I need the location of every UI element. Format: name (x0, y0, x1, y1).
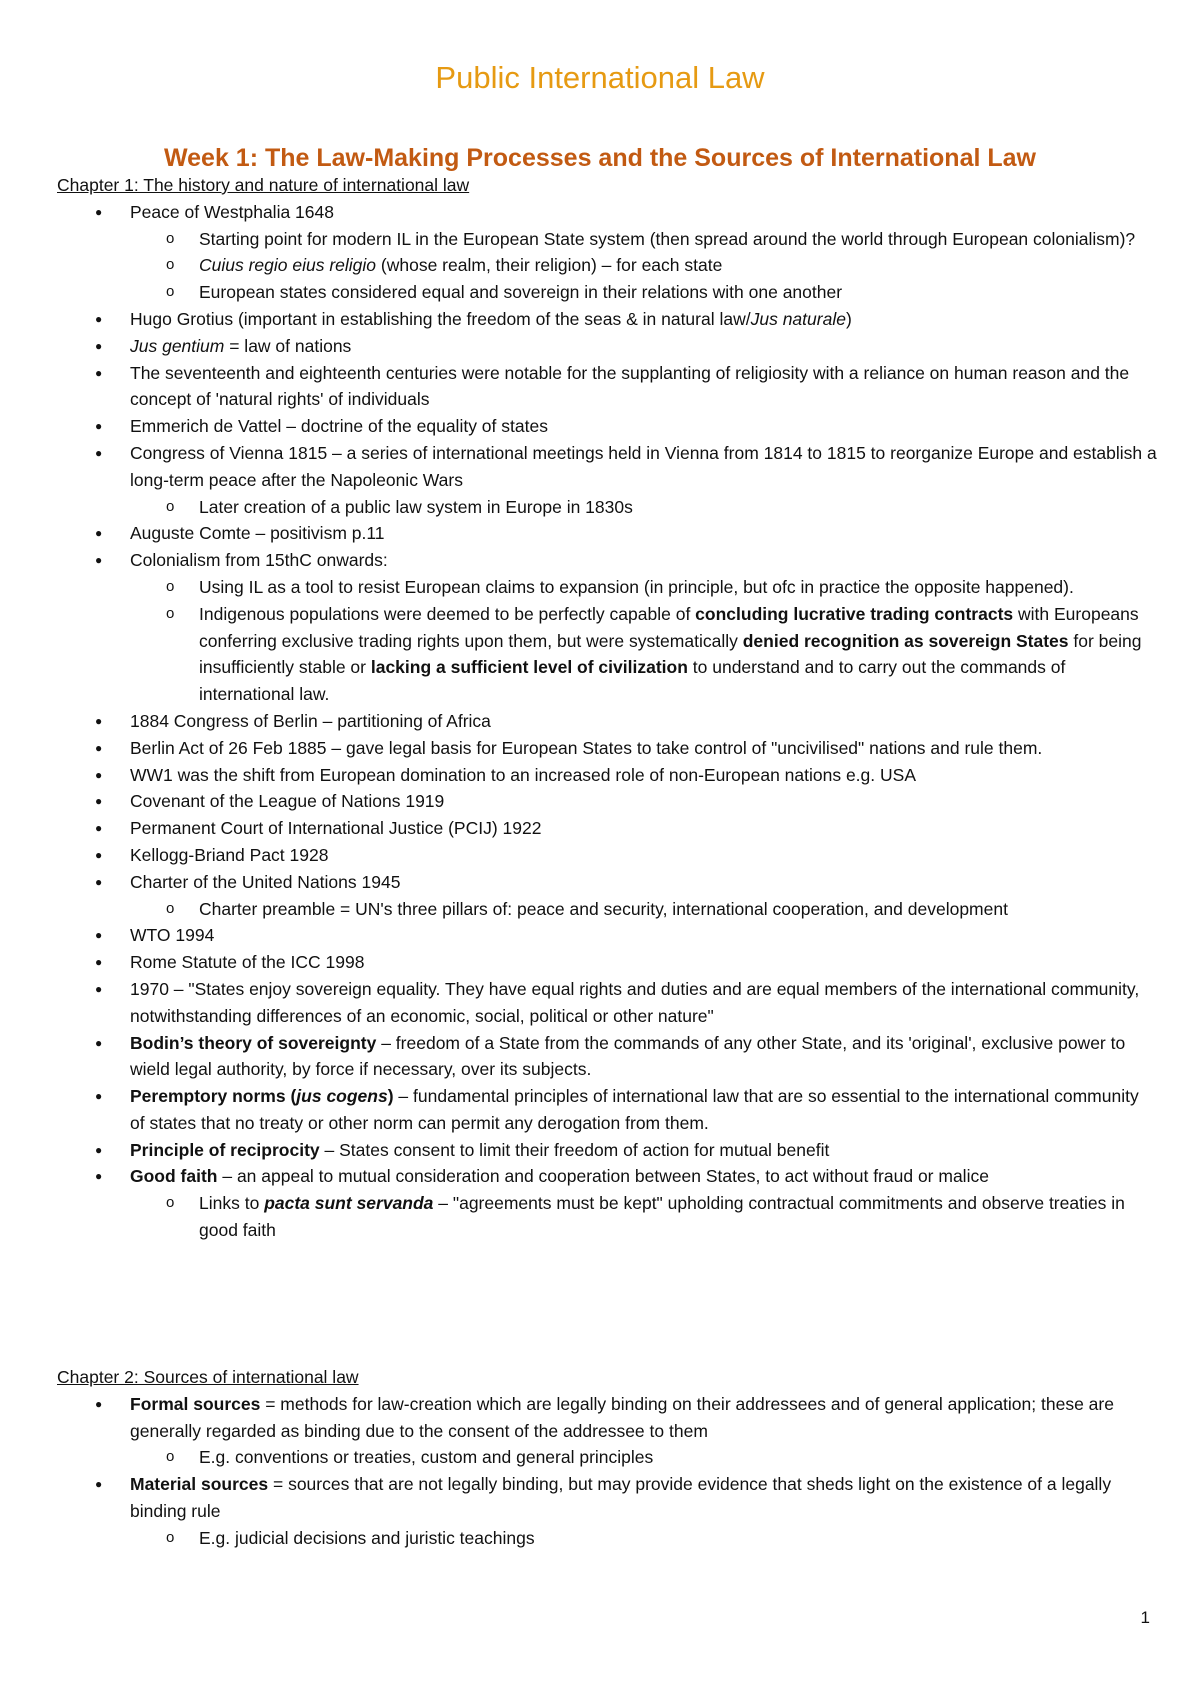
text-segment: Formal sources (130, 1393, 261, 1414)
text-segment: denied recognition as sovereign States (742, 630, 1069, 651)
sub-bullet-list (130, 896, 1157, 923)
bullet-item (57, 520, 1157, 547)
bullet-item (57, 842, 1157, 869)
sub-bullet-list (130, 494, 1157, 521)
text-segment: Berlin Act of 26 Feb 1885 – gave legal basis for European States to take control of "uncivilised" nations and rule them. (130, 737, 1043, 758)
bullet-item (57, 306, 1157, 333)
text-segment: Bodin’s theory of sovereignty (130, 1032, 377, 1053)
bullet-item (57, 199, 1157, 306)
text-segment: E.g. conventions or treaties, custom and general principles (199, 1447, 654, 1468)
text-segment: = methods for law-creation which are legally binding on their addressees and of general application; these are generally regarded as binding due to the consent of the addressee to them (130, 1393, 1114, 1441)
text-segment: pacta sunt servanda (264, 1193, 434, 1214)
text-segment: – "agreements must be kept" upholding contractual commitments and observe treaties in good faith (199, 1193, 1125, 1241)
bullet-item (57, 1030, 1157, 1084)
text-segment: Using IL as a tool to resist European claims to expansion (in principle, but ofc in practice the opposite happened). (199, 576, 1074, 597)
sub-bullet-item (128, 574, 1157, 601)
text-segment: European states considered equal and sovereign in their relations with one another (199, 282, 843, 303)
sub-bullet-item (128, 896, 1157, 923)
text-segment: with Europeans conferring exclusive trading rights upon them, but were systematically (199, 603, 1139, 651)
text-segment: Peace of Westphalia 1648 (130, 201, 334, 222)
chapter-2-heading: Chapter 2: Sources of international law (57, 1367, 359, 1387)
text-segment: Principle of reciprocity (130, 1139, 320, 1160)
text-segment: – freedom of a State from the commands of any other State, and its 'original', exclusive power to wield legal authority, by force if necessary, over its subjects. (130, 1032, 1126, 1080)
sub-bullet-item (128, 494, 1157, 521)
chapter-2-bullet-list (57, 1391, 1157, 1552)
sub-bullet-list (130, 1444, 1157, 1471)
sub-bullet-list (130, 574, 1157, 708)
bullet-item (57, 333, 1157, 360)
chapter-1-bullet-list (57, 199, 1157, 1244)
bullet-item (57, 1391, 1157, 1471)
text-segment: Auguste Comte – positivism p.11 (130, 523, 385, 544)
text-segment: ) (845, 308, 852, 329)
text-segment: WW1 was the shift from European domination to an increased role of non-European nations e.g. USA (130, 764, 916, 785)
sub-bullet-list (130, 1525, 1157, 1552)
text-segment: for being insufficiently stable or (199, 630, 1142, 678)
sub-bullet-item (128, 601, 1157, 708)
text-segment: to understand and to carry out the commands of international law. (199, 657, 1066, 705)
text-segment: Jus naturale (750, 308, 846, 329)
text-segment: Jus gentium (130, 335, 225, 356)
text-segment: E.g. judicial decisions and juristic teachings (199, 1527, 535, 1548)
text-segment: The seventeenth and eighteenth centuries were notable for the supplanting of religiosity with a reliance on human reason and the concept of 'natural rights' of individuals (130, 362, 1130, 410)
text-segment: Kellogg-Briand Pact 1928 (130, 844, 329, 865)
text-segment: (whose realm, their religion) – for each state (376, 255, 723, 276)
bullet-item (57, 547, 1157, 708)
text-segment: Indigenous populations were deemed to be perfectly capable of (199, 603, 696, 624)
text-segment: Permanent Court of International Justice (PCIJ) 1922 (130, 818, 542, 839)
text-segment: Links to (199, 1193, 265, 1214)
bullet-item (57, 1163, 1157, 1243)
text-segment: lacking a sufficient level of civilization (370, 657, 688, 678)
text-segment: Rome Statute of the ICC 1998 (130, 952, 365, 973)
bullet-item (57, 735, 1157, 762)
chapter-1-section (57, 172, 1157, 1244)
text-segment: ) (387, 1086, 394, 1107)
text-segment: = sources that are not legally binding, but may provide evidence that sheds light on the existence of a legally binding rule (130, 1474, 1112, 1521)
sub-bullet-item (128, 1525, 1157, 1552)
document-title: Public International Law (435, 60, 765, 95)
text-segment: Covenant of the League of Nations 1919 (130, 791, 445, 812)
sub-bullet-item (128, 252, 1157, 279)
text-segment: concluding lucrative trading contracts (695, 603, 1014, 624)
text-segment: – fundamental principles of international law that are so essential to the international community of states that no treaty or other norm can permit any derogation from them. (130, 1086, 1139, 1133)
bullet-item (57, 869, 1157, 923)
bullet-item (57, 922, 1157, 949)
bullet-item (57, 762, 1157, 789)
bullet-item (57, 815, 1157, 842)
bullet-item (57, 1083, 1157, 1137)
sub-bullet-item (128, 1444, 1157, 1471)
sub-bullet-list (130, 226, 1157, 306)
text-segment: Congress of Vienna 1815 – a series of international meetings held in Vienna from 1814 to 1815 to reorganize Europe and establish a long-term peace after the Napoleonic Wars (130, 442, 1157, 490)
sub-bullet-item (128, 226, 1157, 253)
text-segment: Hugo Grotius (important in establishing the freedom of the seas & in natural law/ (130, 308, 751, 329)
text-segment: Charter preamble = UN's three pillars of: peace and security, international cooperation, and development (199, 898, 1008, 919)
text-segment: Emmerich de Vattel – doctrine of the equality of states (130, 416, 548, 437)
text-segment: – an appeal to mutual consideration and cooperation between States, to act without fraud or malice (217, 1166, 989, 1187)
text-segment: Peremptory norms ( (130, 1086, 297, 1107)
text-segment: jus cogens (296, 1086, 388, 1107)
text-segment: Cuius regio eius religio (199, 255, 377, 276)
bullet-item (57, 440, 1157, 520)
bullet-item (57, 1137, 1157, 1164)
bullet-item (57, 949, 1157, 976)
bullet-item (57, 360, 1157, 414)
text-segment: Later creation of a public law system in Europe in 1830s (199, 496, 633, 517)
text-segment: Starting point for modern IL in the European State system (then spread around the world through European colonialism)? (199, 228, 1136, 249)
text-segment: Material sources (130, 1474, 269, 1495)
sub-bullet-list (130, 1190, 1157, 1244)
text-segment: – States consent to limit their freedom of action for mutual benefit (319, 1139, 830, 1160)
text-segment: 1884 Congress of Berlin – partitioning of Africa (130, 710, 491, 731)
chapter-2-section (57, 1364, 1157, 1552)
text-segment: = law of nations (224, 335, 352, 356)
bullet-item (57, 976, 1157, 1030)
bullet-item (57, 1471, 1157, 1551)
sub-bullet-item (128, 279, 1157, 306)
text-segment: Charter of the United Nations 1945 (130, 871, 401, 892)
week-heading: Week 1: The Law-Making Processes and the Sources of International Law (164, 144, 1036, 172)
bullet-item (57, 413, 1157, 440)
text-segment: WTO 1994 (130, 925, 215, 946)
page-number: 1 (1140, 1608, 1150, 1627)
bullet-item (57, 708, 1157, 735)
sub-bullet-item (128, 1190, 1157, 1244)
bullet-item (57, 788, 1157, 815)
text-segment: 1970 – "States enjoy sovereign equality. They have equal rights and duties and are equal members of the international community, notwithstanding differences of an economic, social, political or other nature" (130, 978, 1140, 1026)
chapter-1-heading: Chapter 1: The history and nature of international law (57, 175, 470, 195)
text-segment: Colonialism from 15thC onwards: (130, 550, 388, 571)
text-segment: Good faith (130, 1166, 218, 1187)
